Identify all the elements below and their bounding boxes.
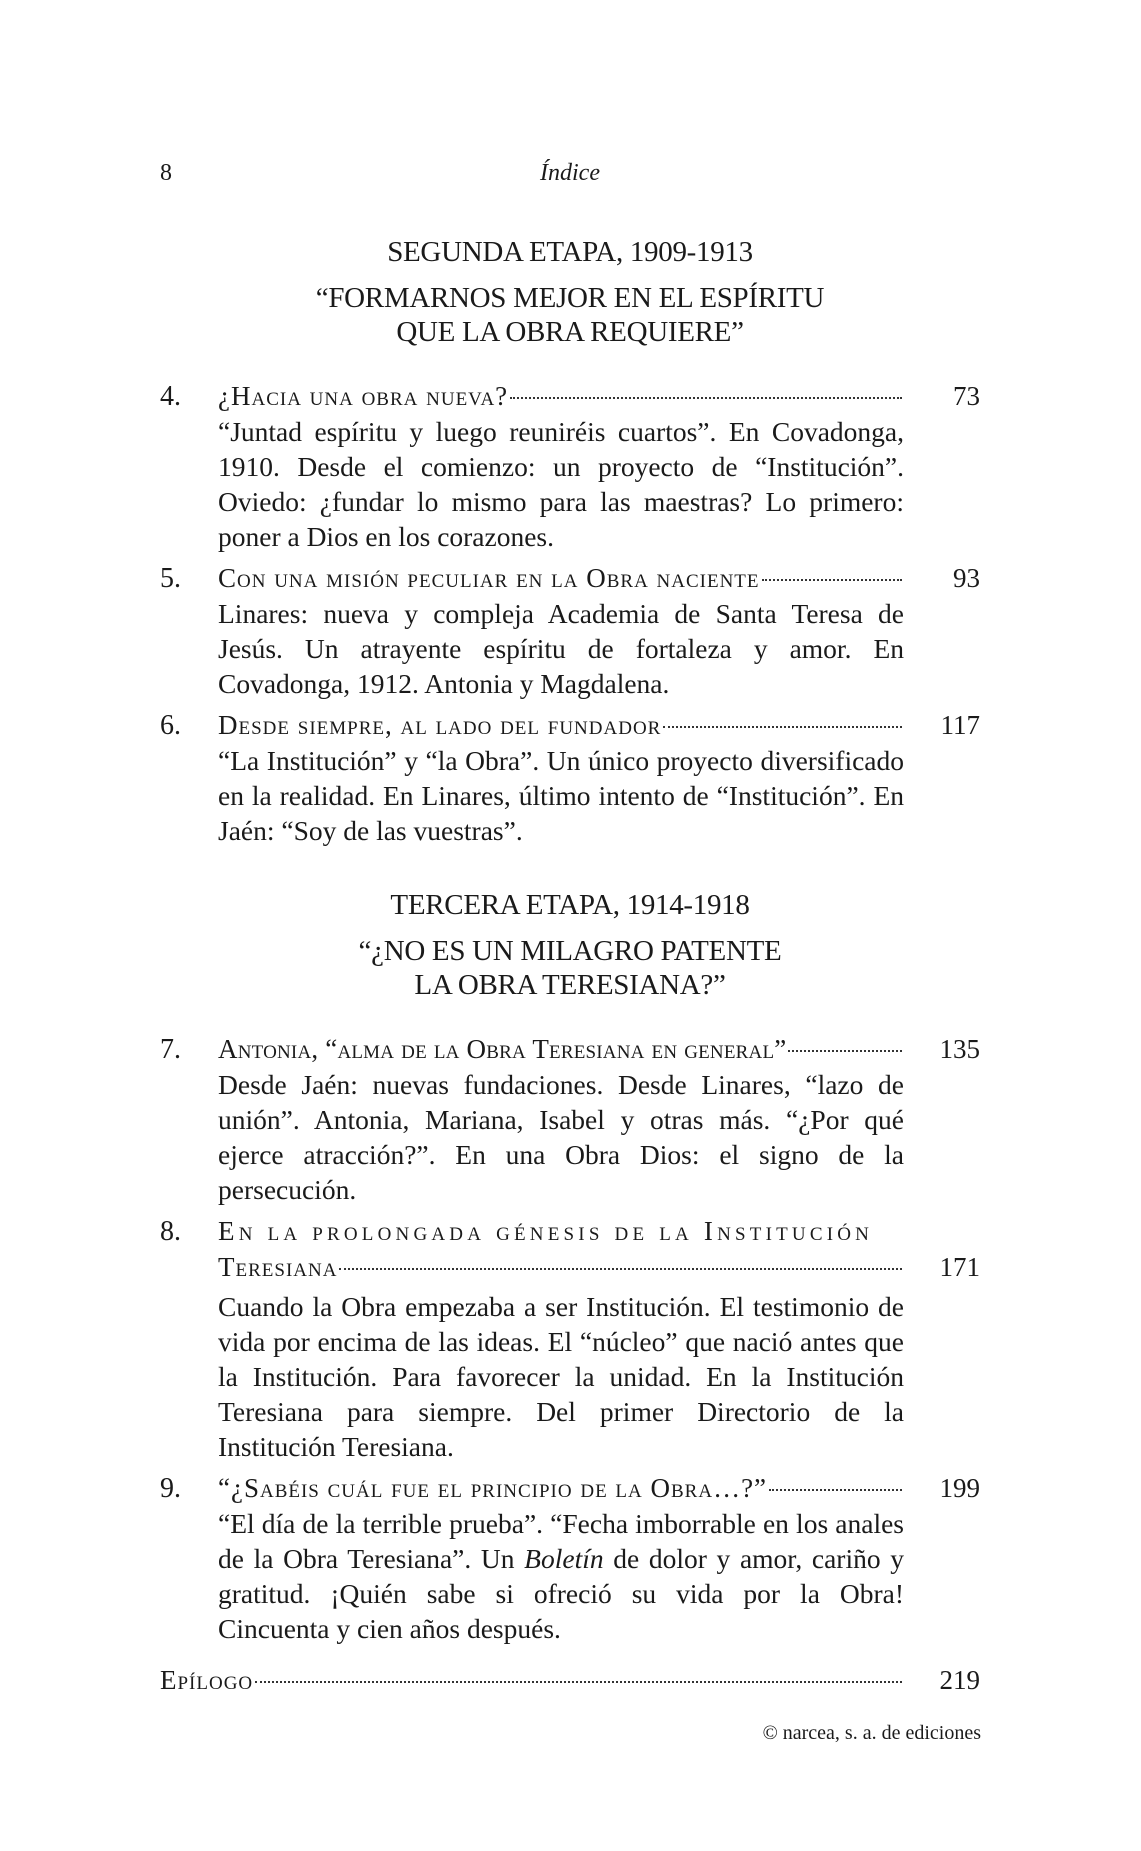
stage-two-heading-block (160, 235, 980, 349)
chapter-summary: “Juntad espíritu y luego reuniréis cuartos”. En Covadonga, 1910. Desde el comienzo: un proyecto de “Institución”. Oviedo: ¿fundar lo mismo para las maestras? Lo primero: poner a Dios en los corazones. (218, 416, 904, 552)
chapter-title-continuation[interactable]: Teresiana (218, 1252, 338, 1282)
dot-leader (510, 397, 902, 399)
chapter-summary: “La Institución” y “la Obra”. Un único proyecto diversificado en la realidad. En Linares, último intento de “Institución”. En Jaén: “Soy de las vuestras”. (218, 745, 904, 846)
stage-heading: SEGUNDA ETAPA, 1909-1913 (387, 236, 753, 268)
summary-text: de dolor y amor, cariño y gratitud. ¡Quién sabe si ofreció su vida por la Obra! Cincuenta y cien años después. (218, 1543, 904, 1644)
running-title: Índice (540, 160, 600, 186)
toc-entry[interactable] (160, 1031, 980, 1207)
page-ref: 93 (953, 563, 980, 593)
toc-entry[interactable] (160, 1213, 980, 1464)
chapter-title[interactable]: Con una misión peculiar en la Obra naciente (218, 563, 760, 593)
page-ref: 73 (953, 381, 980, 411)
chapter-summary: Linares: nueva y compleja Academia de Santa Teresa de Jesús. Un atrayente espíritu de fortaleza y amor. En Covadonga, 1912. Antonia y Magdalena. (218, 598, 904, 699)
page-ref: 199 (939, 1473, 980, 1503)
chapter-summary (218, 1506, 904, 1646)
chapter-summary: Desde Jaén: nuevas fundaciones. Desde Linares, “lazo de unión”. Antonia, Mariana, Isabel y otras más. “¿Por qué ejerce atracción?”. En una Obra Dios: el signo de la persecución. (218, 1069, 904, 1205)
dot-leader (339, 1268, 902, 1270)
toc-stage-three (160, 1031, 980, 1652)
summary-text: “El día de la terrible prueba”. “Fecha imborrable en los anales de la Obra Teresiana”. Un (218, 1508, 904, 1574)
toc-entry[interactable] (160, 378, 980, 554)
chapter-number: 7. (160, 1034, 181, 1065)
stage-motto-line: LA OBRA TERESIANA?” (414, 969, 726, 1001)
dot-leader (769, 1489, 902, 1491)
toc-entry[interactable] (160, 1470, 980, 1646)
chapter-number: 6. (160, 710, 181, 741)
page-ref: 171 (939, 1252, 980, 1282)
chapter-title[interactable]: Desde siempre, al lado del fundador (218, 710, 662, 740)
chapter-summary: Cuando la Obra empezaba a ser Institución. El testimonio de vida por encima de las ideas. El “núcleo” que nació antes que la Institución. Para favorecer la unidad. En la Institución Teresiana para siempre. Del primer Directorio de la Institución Teresiana. (218, 1291, 904, 1462)
page-number: 8 (160, 160, 172, 186)
stage-motto-line: QUE LA OBRA REQUIERE” (396, 316, 744, 348)
dot-leader (663, 726, 902, 728)
chapter-number: 8. (160, 1216, 181, 1247)
page-ref: 135 (939, 1034, 980, 1064)
dot-leader (255, 1681, 902, 1683)
stage-heading: TERCERA ETAPA, 1914-1918 (390, 889, 750, 921)
page-ref: 219 (939, 1665, 980, 1695)
toc-entry-epilogue[interactable] (160, 1662, 980, 1698)
chapter-title[interactable]: En la prolongada génesis de la Institución (218, 1216, 874, 1246)
toc-entry[interactable] (160, 560, 980, 701)
stage-motto-line: “FORMARNOS MEJOR EN EL ESPÍRITU (315, 282, 825, 314)
dot-leader (788, 1050, 902, 1052)
running-head (160, 160, 980, 190)
copyright-footer: © narcea, s. a. de ediciones (762, 1722, 981, 1744)
chapter-title[interactable]: ¿Hacia una obra nueva? (218, 381, 509, 411)
stage-three-heading-block (160, 888, 980, 1002)
dot-leader (762, 579, 902, 581)
page-ref: 117 (940, 710, 980, 740)
chapter-number: 9. (160, 1473, 181, 1504)
toc-entry[interactable] (160, 707, 980, 848)
toc-stage-two (160, 378, 980, 854)
summary-italic-text: Boletín (524, 1543, 604, 1574)
stage-motto-line: “¿NO ES UN MILAGRO PATENTE (358, 935, 782, 967)
chapter-number: 5. (160, 563, 181, 594)
chapter-title[interactable]: Antonia, “alma de la Obra Teresiana en general” (218, 1034, 787, 1064)
chapter-number: 4. (160, 381, 181, 412)
epilogue-title[interactable]: Epílogo (160, 1665, 254, 1695)
chapter-title[interactable]: “¿Sabéis cuál fue el principio de la Obra…?” (218, 1473, 768, 1503)
